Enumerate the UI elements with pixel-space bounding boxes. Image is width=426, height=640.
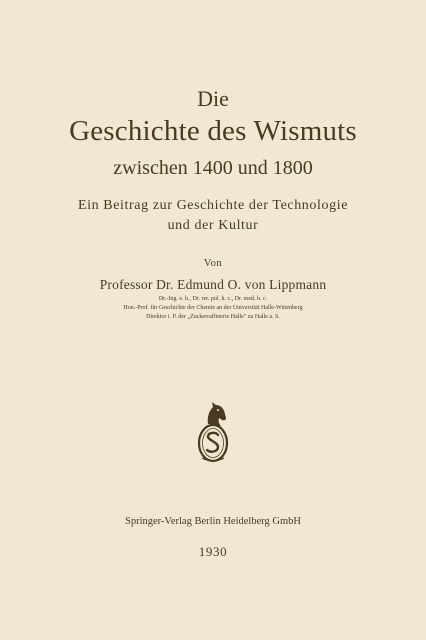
- author-credential-3: Direktor i. P. der „Zuckerraffinerie Halle" zu Halle a. S.: [146, 314, 280, 320]
- publication-year: 1930: [198, 544, 228, 559]
- author-by: Von: [203, 258, 223, 269]
- springer-horse-emblem-icon: [193, 398, 233, 464]
- subtitle-line-2: und der Kultur: [167, 218, 259, 233]
- author-credential-1: Dr.-Ing. e. h., Dr. rer. pol. h. c., Dr. med. h. c.: [158, 296, 268, 302]
- author-credential-2: Hon.-Prof. für Geschichte der Chemie an der Universität Halle-Wittenberg: [123, 305, 303, 311]
- title-line-3: zwischen 1400 und 1800: [113, 157, 313, 179]
- title-line-2: Geschichte des Wismuts: [69, 115, 357, 147]
- publisher: Springer-Verlag Berlin Heidelberg GmbH: [124, 516, 301, 527]
- title-line-1: Die: [197, 86, 229, 111]
- author-name: Professor Dr. Edmund O. von Lippmann: [99, 277, 327, 292]
- subtitle-line-1: Ein Beitrag zur Geschichte der Technologie: [77, 198, 349, 213]
